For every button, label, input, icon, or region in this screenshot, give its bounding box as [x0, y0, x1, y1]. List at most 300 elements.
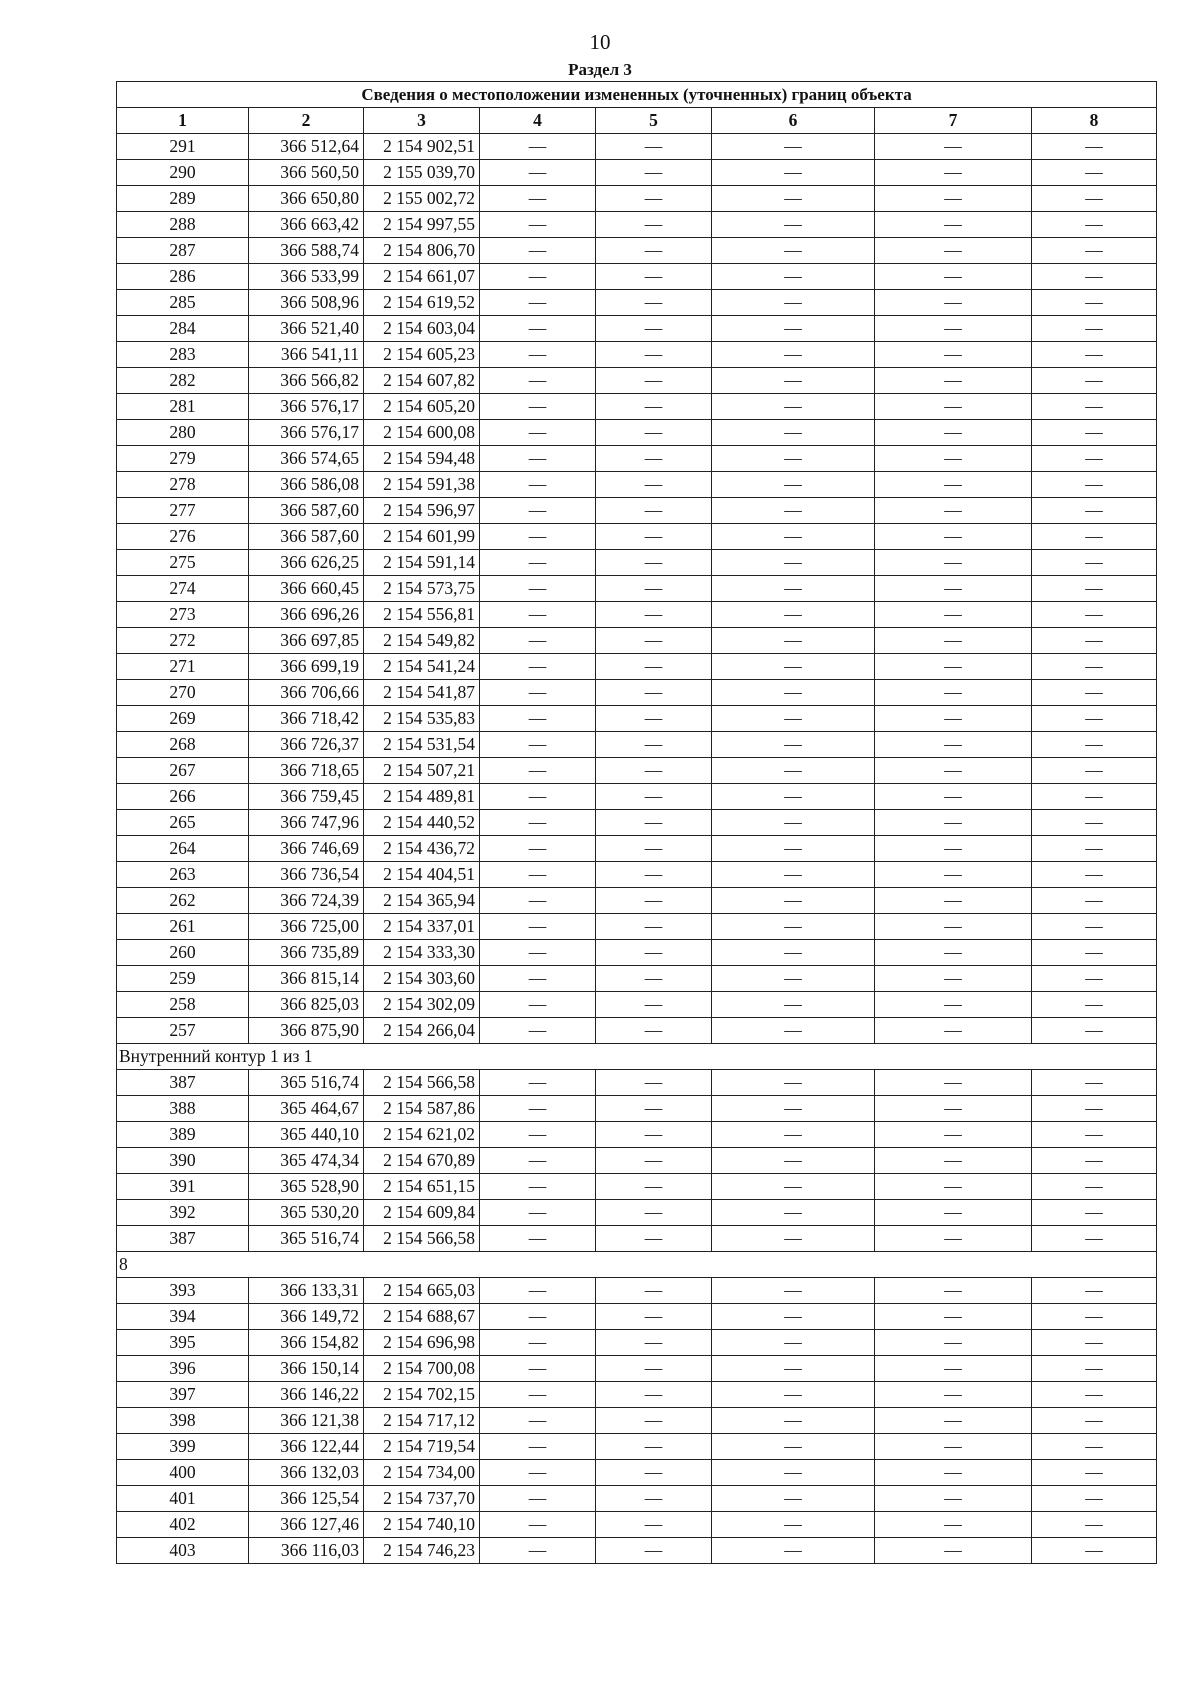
table-row [117, 394, 1157, 420]
empty-value-cell: — [1032, 1356, 1157, 1382]
empty-value-cell: — [596, 1486, 712, 1512]
table-row [117, 238, 1157, 264]
x-coordinate-cell: 366 150,14 [249, 1356, 364, 1382]
x-coordinate-cell: 366 699,19 [249, 654, 364, 680]
table-row [117, 1278, 1157, 1304]
y-coordinate-cell: 2 154 621,02 [364, 1122, 480, 1148]
empty-value-cell: — [875, 1122, 1032, 1148]
empty-value-cell: — [596, 1122, 712, 1148]
empty-value-cell: — [1032, 186, 1157, 212]
empty-value-cell: — [1032, 706, 1157, 732]
empty-value-cell: — [480, 1356, 596, 1382]
empty-value-cell: — [875, 498, 1032, 524]
empty-value-cell: — [712, 446, 875, 472]
y-coordinate-cell: 2 154 596,97 [364, 498, 480, 524]
x-coordinate-cell: 366 815,14 [249, 966, 364, 992]
point-number-cell: 266 [117, 784, 249, 810]
empty-value-cell: — [596, 394, 712, 420]
empty-value-cell: — [712, 836, 875, 862]
empty-value-cell: — [1032, 914, 1157, 940]
empty-value-cell: — [712, 290, 875, 316]
y-coordinate-cell: 2 154 507,21 [364, 758, 480, 784]
empty-value-cell: — [1032, 316, 1157, 342]
empty-value-cell: — [596, 914, 712, 940]
y-coordinate-cell: 2 154 587,86 [364, 1096, 480, 1122]
empty-value-cell: — [480, 368, 596, 394]
point-number-cell: 276 [117, 524, 249, 550]
x-coordinate-cell: 366 116,03 [249, 1538, 364, 1564]
empty-value-cell: — [1032, 602, 1157, 628]
empty-value-cell: — [1032, 628, 1157, 654]
empty-value-cell: — [596, 1304, 712, 1330]
empty-value-cell: — [875, 1434, 1032, 1460]
table-caption-row [117, 82, 1157, 108]
empty-value-cell: — [596, 186, 712, 212]
empty-value-cell: — [596, 1382, 712, 1408]
empty-value-cell: — [1032, 238, 1157, 264]
point-number-cell: 268 [117, 732, 249, 758]
point-number-cell: 269 [117, 706, 249, 732]
point-number-cell: 290 [117, 160, 249, 186]
point-number-cell: 282 [117, 368, 249, 394]
y-coordinate-cell: 2 154 591,14 [364, 550, 480, 576]
table-row [117, 1122, 1157, 1148]
empty-value-cell: — [480, 1382, 596, 1408]
empty-value-cell: — [596, 160, 712, 186]
point-number-cell: 280 [117, 420, 249, 446]
x-coordinate-cell: 366 663,42 [249, 212, 364, 238]
table-row [117, 186, 1157, 212]
empty-value-cell: — [875, 1538, 1032, 1564]
empty-value-cell: — [712, 784, 875, 810]
empty-value-cell: — [596, 758, 712, 784]
empty-value-cell: — [875, 1330, 1032, 1356]
table-row [117, 160, 1157, 186]
point-number-cell: 387 [117, 1226, 249, 1252]
point-number-cell: 270 [117, 680, 249, 706]
empty-value-cell: — [712, 966, 875, 992]
empty-value-cell: — [875, 758, 1032, 784]
y-coordinate-cell: 2 154 605,23 [364, 342, 480, 368]
empty-value-cell: — [596, 290, 712, 316]
empty-value-cell: — [596, 524, 712, 550]
point-number-cell: 389 [117, 1122, 249, 1148]
empty-value-cell: — [875, 472, 1032, 498]
empty-value-cell: — [480, 290, 596, 316]
empty-value-cell: — [1032, 810, 1157, 836]
empty-value-cell: — [480, 238, 596, 264]
empty-value-cell: — [596, 1174, 712, 1200]
empty-value-cell: — [480, 498, 596, 524]
y-coordinate-cell: 2 155 039,70 [364, 160, 480, 186]
x-coordinate-cell: 366 154,82 [249, 1330, 364, 1356]
empty-value-cell: — [596, 1538, 712, 1564]
y-coordinate-cell: 2 154 717,12 [364, 1408, 480, 1434]
empty-value-cell: — [875, 680, 1032, 706]
empty-value-cell: — [596, 1460, 712, 1486]
empty-value-cell: — [596, 368, 712, 394]
empty-value-cell: — [1032, 1278, 1157, 1304]
point-number-cell: 286 [117, 264, 249, 290]
table-row [117, 836, 1157, 862]
x-coordinate-cell: 366 759,45 [249, 784, 364, 810]
empty-value-cell: — [712, 212, 875, 238]
y-coordinate-cell: 2 154 719,54 [364, 1434, 480, 1460]
table-row [117, 992, 1157, 1018]
x-coordinate-cell: 366 718,65 [249, 758, 364, 784]
y-coordinate-cell: 2 154 566,58 [364, 1226, 480, 1252]
empty-value-cell: — [875, 446, 1032, 472]
table-row [117, 1148, 1157, 1174]
empty-value-cell: — [712, 1486, 875, 1512]
empty-value-cell: — [1032, 940, 1157, 966]
empty-value-cell: — [480, 186, 596, 212]
empty-value-cell: — [596, 602, 712, 628]
empty-value-cell: — [712, 1148, 875, 1174]
empty-value-cell: — [596, 940, 712, 966]
empty-value-cell: — [480, 160, 596, 186]
empty-value-cell: — [480, 472, 596, 498]
y-coordinate-cell: 2 154 688,67 [364, 1304, 480, 1330]
table-row [117, 576, 1157, 602]
empty-value-cell: — [1032, 342, 1157, 368]
x-coordinate-cell: 366 825,03 [249, 992, 364, 1018]
empty-value-cell: — [712, 1356, 875, 1382]
empty-value-cell: — [596, 966, 712, 992]
column-header: 7 [875, 108, 1032, 134]
empty-value-cell: — [875, 940, 1032, 966]
y-coordinate-cell: 2 154 541,24 [364, 654, 480, 680]
empty-value-cell: — [480, 1122, 596, 1148]
empty-value-cell: — [596, 498, 712, 524]
empty-value-cell: — [1032, 498, 1157, 524]
empty-value-cell: — [480, 1408, 596, 1434]
empty-value-cell: — [712, 1278, 875, 1304]
empty-value-cell: — [480, 654, 596, 680]
empty-value-cell: — [1032, 394, 1157, 420]
empty-value-cell: — [712, 654, 875, 680]
empty-value-cell: — [596, 212, 712, 238]
empty-value-cell: — [875, 238, 1032, 264]
table-row [117, 862, 1157, 888]
point-number-cell: 263 [117, 862, 249, 888]
empty-value-cell: — [875, 1070, 1032, 1096]
empty-value-cell: — [480, 394, 596, 420]
y-coordinate-cell: 2 154 541,87 [364, 680, 480, 706]
point-number-cell: 400 [117, 1460, 249, 1486]
y-coordinate-cell: 2 154 601,99 [364, 524, 480, 550]
point-number-cell: 284 [117, 316, 249, 342]
point-number-cell: 277 [117, 498, 249, 524]
empty-value-cell: — [875, 654, 1032, 680]
empty-value-cell: — [480, 550, 596, 576]
x-coordinate-cell: 366 626,25 [249, 550, 364, 576]
empty-value-cell: — [596, 1070, 712, 1096]
table-row [117, 1512, 1157, 1538]
x-coordinate-cell: 366 146,22 [249, 1382, 364, 1408]
empty-value-cell: — [480, 1200, 596, 1226]
empty-value-cell: — [1032, 420, 1157, 446]
coordinates-table [116, 81, 1157, 1564]
y-coordinate-cell: 2 154 609,84 [364, 1200, 480, 1226]
point-number-cell: 278 [117, 472, 249, 498]
empty-value-cell: — [712, 1070, 875, 1096]
table-row [117, 134, 1157, 160]
point-number-cell: 257 [117, 1018, 249, 1044]
point-number-cell: 274 [117, 576, 249, 602]
point-number-cell: 288 [117, 212, 249, 238]
empty-value-cell: — [875, 342, 1032, 368]
empty-value-cell: — [875, 524, 1032, 550]
empty-value-cell: — [1032, 1070, 1157, 1096]
empty-value-cell: — [480, 680, 596, 706]
empty-value-cell: — [712, 732, 875, 758]
empty-value-cell: — [596, 810, 712, 836]
table-row [117, 1538, 1157, 1564]
table-row [117, 1018, 1157, 1044]
empty-value-cell: — [1032, 1460, 1157, 1486]
empty-value-cell: — [1032, 212, 1157, 238]
table-row [117, 1486, 1157, 1512]
empty-value-cell: — [480, 706, 596, 732]
empty-value-cell: — [1032, 862, 1157, 888]
x-coordinate-cell: 365 530,20 [249, 1200, 364, 1226]
empty-value-cell: — [712, 810, 875, 836]
empty-value-cell: — [875, 576, 1032, 602]
table-row [117, 1096, 1157, 1122]
empty-value-cell: — [712, 238, 875, 264]
point-number-cell: 401 [117, 1486, 249, 1512]
empty-value-cell: — [596, 134, 712, 160]
empty-value-cell: — [480, 1538, 596, 1564]
table-row [117, 1408, 1157, 1434]
empty-value-cell: — [875, 1226, 1032, 1252]
column-header: 5 [596, 108, 712, 134]
empty-value-cell: — [712, 134, 875, 160]
empty-value-cell: — [480, 784, 596, 810]
empty-value-cell: — [875, 1408, 1032, 1434]
empty-value-cell: — [1032, 680, 1157, 706]
table-row [117, 628, 1157, 654]
x-coordinate-cell: 366 512,64 [249, 134, 364, 160]
empty-value-cell: — [1032, 160, 1157, 186]
x-coordinate-cell: 366 121,38 [249, 1408, 364, 1434]
x-coordinate-cell: 366 725,00 [249, 914, 364, 940]
empty-value-cell: — [1032, 1018, 1157, 1044]
x-coordinate-cell: 365 474,34 [249, 1148, 364, 1174]
empty-value-cell: — [1032, 134, 1157, 160]
empty-value-cell: — [480, 602, 596, 628]
y-coordinate-cell: 2 154 365,94 [364, 888, 480, 914]
x-coordinate-cell: 366 875,90 [249, 1018, 364, 1044]
point-number-cell: 393 [117, 1278, 249, 1304]
point-number-cell: 259 [117, 966, 249, 992]
empty-value-cell: — [596, 888, 712, 914]
empty-value-cell: — [712, 992, 875, 1018]
empty-value-cell: — [712, 368, 875, 394]
table-body [117, 134, 1157, 1564]
point-number-cell: 273 [117, 602, 249, 628]
point-number-cell: 390 [117, 1148, 249, 1174]
empty-value-cell: — [1032, 784, 1157, 810]
empty-value-cell: — [712, 862, 875, 888]
empty-value-cell: — [596, 706, 712, 732]
empty-value-cell: — [1032, 1096, 1157, 1122]
empty-value-cell: — [712, 680, 875, 706]
point-number-cell: 395 [117, 1330, 249, 1356]
empty-value-cell: — [596, 316, 712, 342]
point-number-cell: 396 [117, 1356, 249, 1382]
y-coordinate-cell: 2 154 489,81 [364, 784, 480, 810]
empty-value-cell: — [596, 420, 712, 446]
x-coordinate-cell: 366 127,46 [249, 1512, 364, 1538]
empty-value-cell: — [1032, 992, 1157, 1018]
empty-value-cell: — [875, 784, 1032, 810]
empty-value-cell: — [480, 1330, 596, 1356]
point-number-cell: 397 [117, 1382, 249, 1408]
table-row [117, 368, 1157, 394]
contour-label: 8 [117, 1252, 1157, 1278]
x-coordinate-cell: 366 122,44 [249, 1434, 364, 1460]
empty-value-cell: — [1032, 290, 1157, 316]
y-coordinate-cell: 2 154 591,38 [364, 472, 480, 498]
empty-value-cell: — [480, 134, 596, 160]
empty-value-cell: — [875, 732, 1032, 758]
empty-value-cell: — [480, 862, 596, 888]
x-coordinate-cell: 366 746,69 [249, 836, 364, 862]
point-number-cell: 271 [117, 654, 249, 680]
empty-value-cell: — [712, 914, 875, 940]
x-coordinate-cell: 365 528,90 [249, 1174, 364, 1200]
y-coordinate-cell: 2 154 806,70 [364, 238, 480, 264]
column-header: 2 [249, 108, 364, 134]
y-coordinate-cell: 2 154 740,10 [364, 1512, 480, 1538]
y-coordinate-cell: 2 154 607,82 [364, 368, 480, 394]
y-coordinate-cell: 2 154 997,55 [364, 212, 480, 238]
x-coordinate-cell: 366 650,80 [249, 186, 364, 212]
y-coordinate-cell: 2 154 605,20 [364, 394, 480, 420]
point-number-cell: 402 [117, 1512, 249, 1538]
y-coordinate-cell: 2 155 002,72 [364, 186, 480, 212]
empty-value-cell: — [1032, 888, 1157, 914]
empty-value-cell: — [875, 862, 1032, 888]
empty-value-cell: — [480, 1226, 596, 1252]
x-coordinate-cell: 366 588,74 [249, 238, 364, 264]
point-number-cell: 391 [117, 1174, 249, 1200]
empty-value-cell: — [596, 654, 712, 680]
table-row [117, 446, 1157, 472]
empty-value-cell: — [712, 602, 875, 628]
empty-value-cell: — [1032, 524, 1157, 550]
empty-value-cell: — [480, 1070, 596, 1096]
point-number-cell: 388 [117, 1096, 249, 1122]
empty-value-cell: — [596, 992, 712, 1018]
empty-value-cell: — [480, 342, 596, 368]
column-header: 8 [1032, 108, 1157, 134]
x-coordinate-cell: 366 747,96 [249, 810, 364, 836]
empty-value-cell: — [596, 1356, 712, 1382]
x-coordinate-cell: 366 576,17 [249, 420, 364, 446]
x-coordinate-cell: 366 724,39 [249, 888, 364, 914]
x-coordinate-cell: 366 576,17 [249, 394, 364, 420]
section-title: Раздел 3 [568, 60, 632, 79]
table-row [117, 1174, 1157, 1200]
empty-value-cell: — [480, 888, 596, 914]
empty-value-cell: — [712, 1538, 875, 1564]
empty-value-cell: — [712, 186, 875, 212]
point-number-cell: 281 [117, 394, 249, 420]
empty-value-cell: — [480, 264, 596, 290]
empty-value-cell: — [712, 1512, 875, 1538]
empty-value-cell: — [712, 1330, 875, 1356]
empty-value-cell: — [875, 186, 1032, 212]
point-number-cell: 398 [117, 1408, 249, 1434]
empty-value-cell: — [712, 1018, 875, 1044]
x-coordinate-cell: 366 587,60 [249, 498, 364, 524]
contour-section-row [117, 1252, 1157, 1278]
page-number: 10 [589, 30, 611, 54]
empty-value-cell: — [596, 1330, 712, 1356]
x-coordinate-cell: 365 516,74 [249, 1070, 364, 1096]
empty-value-cell: — [875, 1174, 1032, 1200]
empty-value-cell: — [875, 1356, 1032, 1382]
empty-value-cell: — [596, 472, 712, 498]
empty-value-cell: — [1032, 1148, 1157, 1174]
empty-value-cell: — [596, 446, 712, 472]
point-number-cell: 394 [117, 1304, 249, 1330]
empty-value-cell: — [712, 160, 875, 186]
table-row [117, 680, 1157, 706]
empty-value-cell: — [480, 1512, 596, 1538]
x-coordinate-cell: 366 587,60 [249, 524, 364, 550]
table-row [117, 914, 1157, 940]
x-coordinate-cell: 366 149,72 [249, 1304, 364, 1330]
empty-value-cell: — [480, 992, 596, 1018]
empty-value-cell: — [596, 1200, 712, 1226]
column-header: 6 [712, 108, 875, 134]
point-number-cell: 287 [117, 238, 249, 264]
empty-value-cell: — [480, 966, 596, 992]
empty-value-cell: — [712, 472, 875, 498]
x-coordinate-cell: 366 574,65 [249, 446, 364, 472]
empty-value-cell: — [596, 1434, 712, 1460]
y-coordinate-cell: 2 154 404,51 [364, 862, 480, 888]
empty-value-cell: — [875, 316, 1032, 342]
empty-value-cell: — [480, 836, 596, 862]
y-coordinate-cell: 2 154 566,58 [364, 1070, 480, 1096]
point-number-cell: 262 [117, 888, 249, 914]
point-number-cell: 392 [117, 1200, 249, 1226]
empty-value-cell: — [1032, 1304, 1157, 1330]
point-number-cell: 264 [117, 836, 249, 862]
empty-value-cell: — [875, 888, 1032, 914]
x-coordinate-cell: 366 508,96 [249, 290, 364, 316]
table-row [117, 602, 1157, 628]
table-row [117, 706, 1157, 732]
x-coordinate-cell: 366 718,42 [249, 706, 364, 732]
y-coordinate-cell: 2 154 700,08 [364, 1356, 480, 1382]
empty-value-cell: — [480, 524, 596, 550]
y-coordinate-cell: 2 154 556,81 [364, 602, 480, 628]
point-number-cell: 289 [117, 186, 249, 212]
empty-value-cell: — [596, 680, 712, 706]
contour-section-row [117, 1044, 1157, 1070]
x-coordinate-cell: 366 586,08 [249, 472, 364, 498]
x-coordinate-cell: 366 533,99 [249, 264, 364, 290]
empty-value-cell: — [875, 810, 1032, 836]
empty-value-cell: — [480, 420, 596, 446]
empty-value-cell: — [875, 1304, 1032, 1330]
